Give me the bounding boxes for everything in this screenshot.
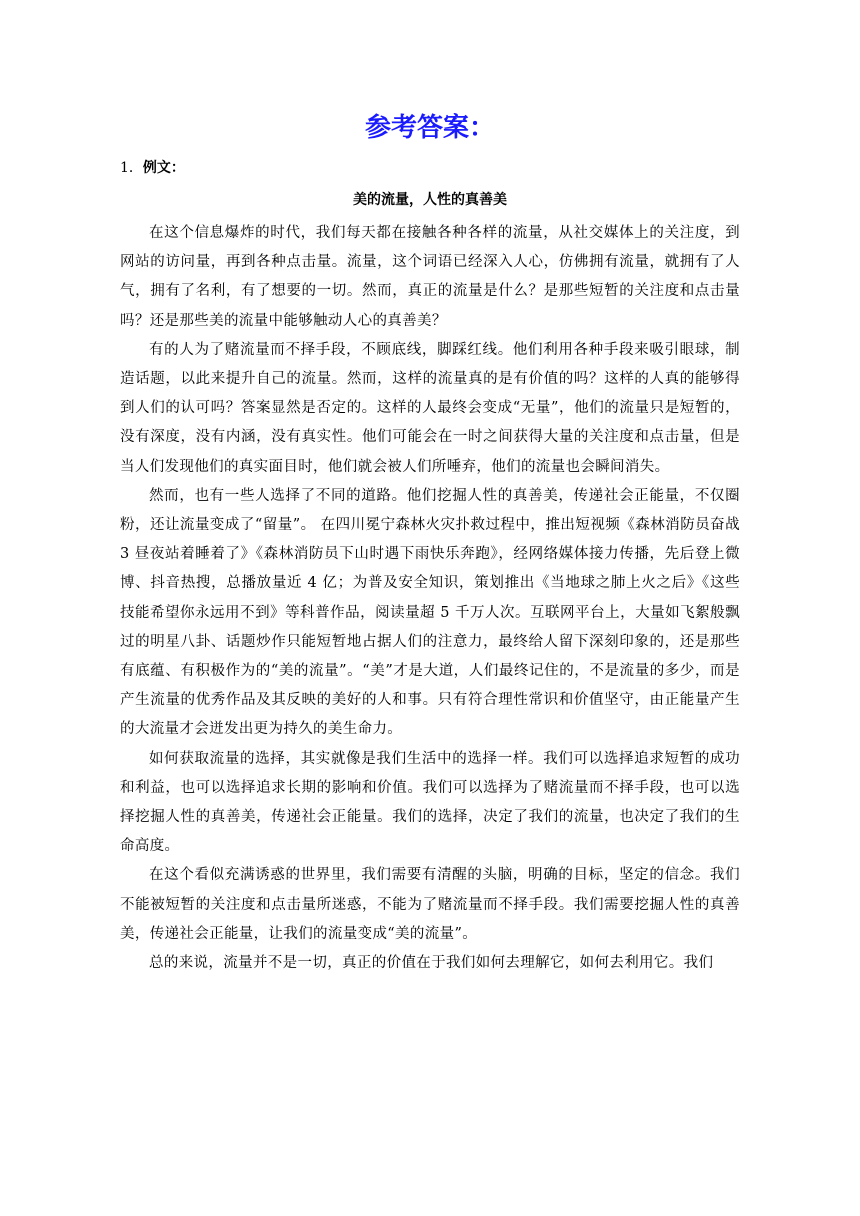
essay-paragraph: 如何获取流量的选择，其实就像是我们生活中的选择一样。我们可以选择追求短暂的成功和利益，也可以选择追求长期的影响和价值。我们可以选择为了赌流量而不择手段，也可以选择挖掘人性的真善美，传递社会正能量。我们的选择，决定了我们的流量，也决定了我们的生命高度。	[120, 750, 740, 855]
essay-paragraph: 然而，也有一些人选择了不同的道路。他们挖掘人性的真善美，传递社会正能量，不仅圈粉，还让流量变成了“留量”。 在四川冕宁森林火灾扑救过程中，推出短视频《森林消防员奋战 3 昼夜站着睡着了》《森林消防员下山时遇下雨快乐奔跑》，经网络媒体接力传播，先后登上微博、抖音热搜，总播放量近 4 亿；为普及安全知识，策划推出《当地球之肺上火之后》《这些技能希望你永远用不到》等科普作品，阅读量超 5 千万人次。互联网平台上，大量如飞絮般飘过的明星八卦、话题炒作只能短暂地占据人们的注意力，最终给人留下深刻印象的，还是那些有底蕴、有积极作为的“美的流量”。“美”才是大道，人们最终记住的，不是流量的多少，而是产生流量的优秀作品及其反映的美好的人和事。只有符合理性常识和价值坚守，由正能量产生的大流量才会迸发出更为持久的美生命力。	[120, 487, 740, 738]
essay-paragraph: 总的来说，流量并不是一切，真正的价值在于我们如何去理解它，如何去利用它。我们	[149, 955, 714, 972]
question-label: 例文：	[142, 160, 185, 176]
essay-body	[120, 219, 740, 978]
essay-paragraph: 在这个看似充满诱惑的世界里，我们需要有清醒的头脑，明确的目标，坚定的信念。我们不能被短暂的关注度和点击量所迷惑，不能为了赌流量而不择手段。我们需要挖掘人性的真善美，传递社会正能量，让我们的流量变成“美的流量”。	[120, 867, 740, 942]
question-number: 1．	[120, 160, 143, 176]
question-heading	[120, 158, 185, 178]
essay-title: 美的流量，人性的真善美	[353, 192, 507, 208]
essay-paragraph: 有的人为了赌流量而不择手段，不顾底线，脚踩红线。他们利用各种手段来吸引眼球，制造话题，以此来提升自己的流量。然而，这样的流量真的是有价值的吗？这样的人真的能够得到人们的认可吗？答案显然是否定的。这样的人最终会变成“无量”，他们的流量只是短暂的，没有深度，没有内涵，没有真实性。他们可能会在一时之间获得大量的关注度和点击量，但是当人们发现他们的真实面目时，他们就会被人们所唾弃，他们的流量也会瞬间消失。	[120, 341, 740, 475]
essay-paragraph: 在这个信息爆炸的时代，我们每天都在接触各种各样的流量，从社交媒体上的关注度，到网站的访问量，再到各种点击量。流量，这个词语已经深入人心，仿佛拥有流量，就拥有了人气，拥有了名利，有了想要的一切。然而，真正的流量是什么？是那些短暂的关注度和点击量吗？还是那些美的流量中能够触动人心的真善美？	[120, 225, 740, 329]
answer-key-title: 参考答案：	[364, 113, 495, 143]
